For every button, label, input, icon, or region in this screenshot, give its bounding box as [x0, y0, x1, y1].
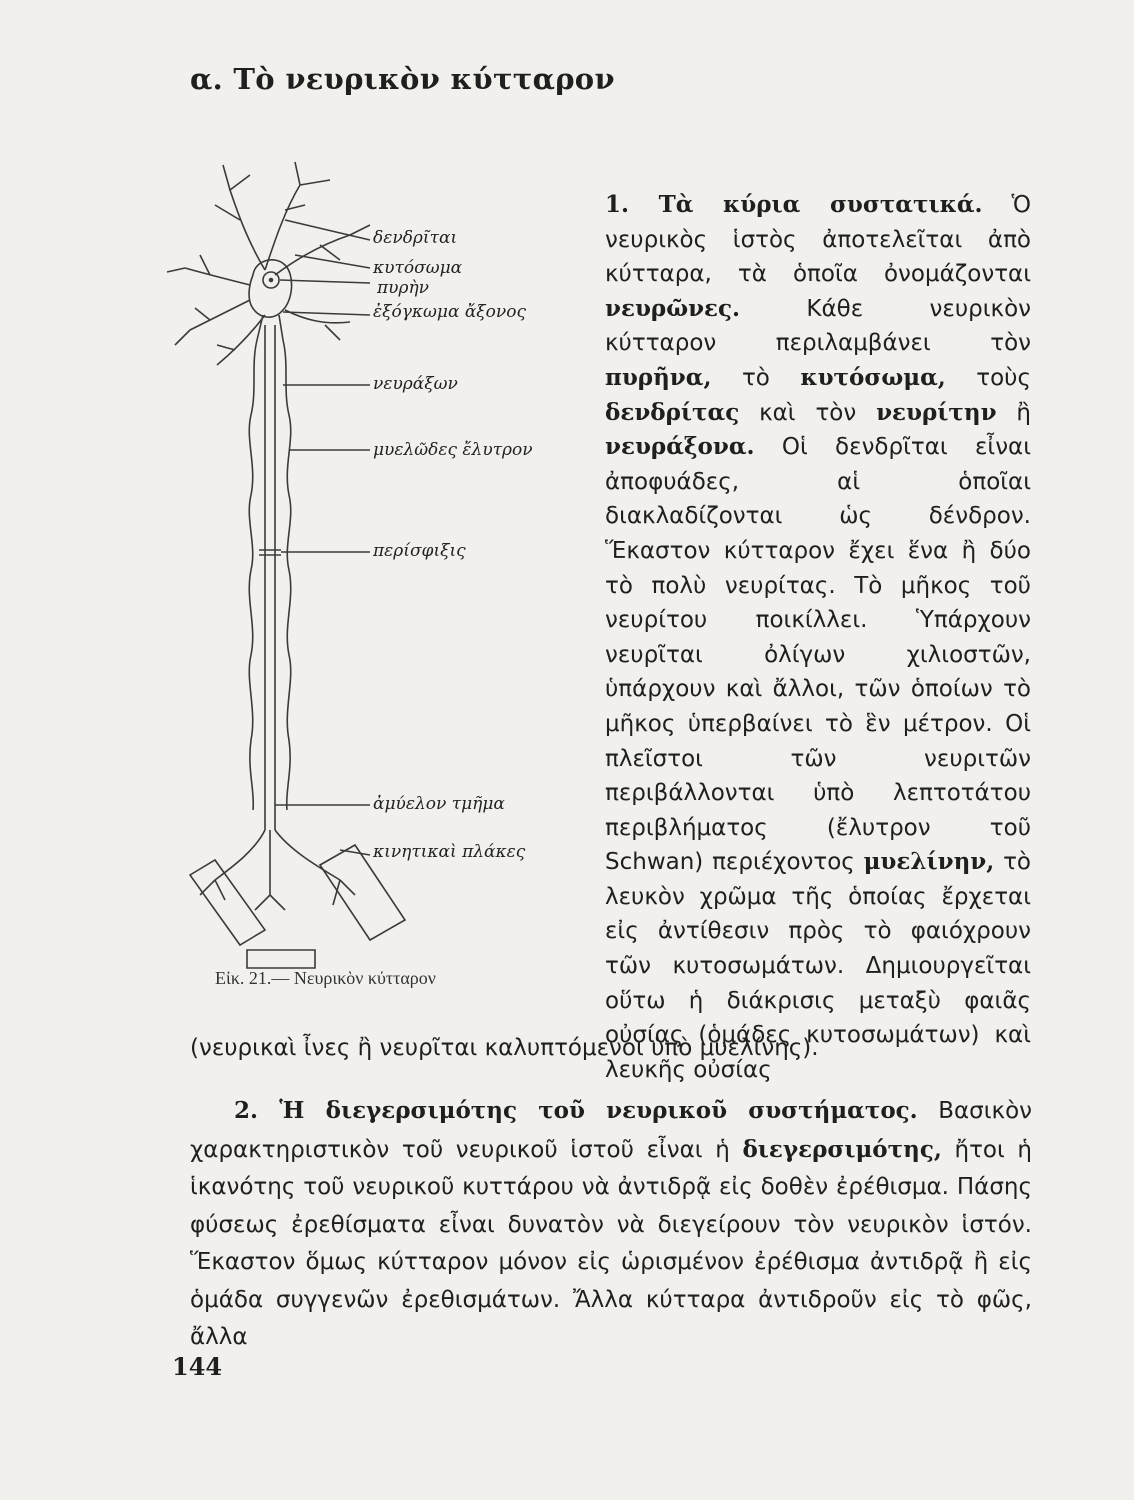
para2-heading: 2. Ἡ διεγερσιμότης τοῦ νευρικοῦ συστήματος. — [234, 1097, 918, 1124]
para1-text: τοὺς — [945, 364, 1031, 391]
figure-caption: Εἰκ. 21.— Νευρικὸν κύτταρον — [215, 968, 436, 988]
para1-term: νευρίτην — [876, 398, 997, 426]
para1-heading: 1. Τὰ κύρια συστατικά. — [605, 191, 983, 218]
para1-term: κυτόσωμα, — [800, 363, 946, 391]
label-dendrites: δενδρῖται — [373, 228, 458, 248]
para1-text: καὶ τὸν — [739, 399, 877, 426]
para2-text: Βασικὸν χαρακτηριστικὸν τοῦ νευρικοῦ ἱστοῦ εἶναι ἡ — [190, 1098, 1032, 1163]
para1-term: μυελίνην, — [863, 848, 995, 876]
label-cell-body: κυτόσωμα — [373, 258, 463, 278]
para1-text: Οἱ δενδρῖται εἶναι ἀποφυάδες, αἱ ὁποῖαι διακλαδίζονται ὡς δένδρον. Ἕκαστον κύτταρον ἔχει ἕνα ἢ δύο τὸ πολὺ νευρίτας. Τὸ μῆκος τοῦ νευρίτου ποικίλλει. Ὑπάρχουν νευρῖται ὀλίγων χιλιοστῶν, ὑπάρχουν καὶ ἄλλοι, τῶν ὁποίων τὸ μῆκος ὑπερβαίνει τὸ ἓν μέτρον. Οἱ πλεῖστοι τῶν νευριτῶν περιβάλλονται ὑπὸ λεπτοτάτου περιβλήματος (ἔλυτρον τοῦ Schwan) περιέχοντος — [605, 434, 1031, 876]
para1-text: Ὁ νευρικὸς ἱστὸς ἀποτελεῖται ἀπὸ κύτταρα, τὰ ὁποῖα ὀνομάζονται — [605, 192, 1031, 288]
neuron-figure — [155, 150, 595, 1010]
para2-text: ἤτοι ἡ ἱκανότης τοῦ νευρικοῦ κυττάρου νὰ ἀντιδρᾷ εἰς δοθὲν ἐρέθισμα. Πάσης φύσεως ἐρεθίσματα εἶναι δυνατὸν νὰ διεγείρουν τὸν νευρικὸν ἱστόν. Ἕκαστον ὅμως κύτταρον μόνον εἰς ὡρισμένον ἐρέθισμα ἀντιδρᾷ ἢ εἰς ὁμάδα συγγενῶν ἐρεθισμάτων. Ἄλλα κύτταρα ἀντιδροῦν εἰς τὸ φῶς, ἄλλα — [190, 1136, 1032, 1350]
label-myelin-sheath: μυελῶδες ἔλυτρον — [373, 440, 533, 460]
label-unmyelinated: ἀμύελον τμῆμα — [373, 794, 505, 814]
paragraph-2 — [190, 1092, 1032, 1357]
paragraph-1 — [605, 188, 1031, 1087]
para1-term: πυρῆνα, — [605, 363, 712, 391]
para1-text: Κάθε νευρικὸν κύτταρον περιλαμβάνει τὸν — [605, 295, 1031, 357]
para1-term: δενδρίτας — [605, 398, 740, 426]
page-number: 144 — [172, 1352, 223, 1381]
neuron-diagram — [155, 150, 595, 1010]
para2-term: διεγερσιμότης, — [742, 1135, 942, 1163]
label-axon-hillock: ἐξόγκωμα ἄξονος — [373, 302, 526, 322]
para1-term: νευρῶνες. — [605, 294, 741, 322]
para1-term: νευράξονα. — [605, 433, 755, 461]
label-nucleus: πυρὴν — [377, 278, 430, 298]
para1-text: τὸ — [711, 364, 801, 391]
label-axon: νευράξων — [373, 374, 458, 394]
section-title: α. Τὸ νευρικὸν κύτταρον — [190, 62, 615, 96]
para1-text: τὸ λευκὸν χρῶμα τῆς ὁποίας ἔρχεται εἰς ἀντίθεσιν πρὸς τὸ φαιόχρουν τῶν κυτοσωμάτων. Δημιουργεῖται οὕτω ἡ διάκρισις μεταξὺ φαιᾶς οὐσίας (ὁμάδες κυτοσωμάτων) καὶ λευκῆς οὐσίας — [605, 849, 1031, 1083]
label-motor-plates: κινητικαὶ πλάκες — [373, 842, 526, 862]
paragraph-1-continuation: (νευρικαὶ ἶνες ἢ νευρῖται καλυπτόμενοι ὑπὸ μυελίνης). — [190, 1035, 819, 1061]
para1-text: ἢ — [996, 399, 1031, 426]
label-node: περίσφιξις — [373, 541, 466, 561]
